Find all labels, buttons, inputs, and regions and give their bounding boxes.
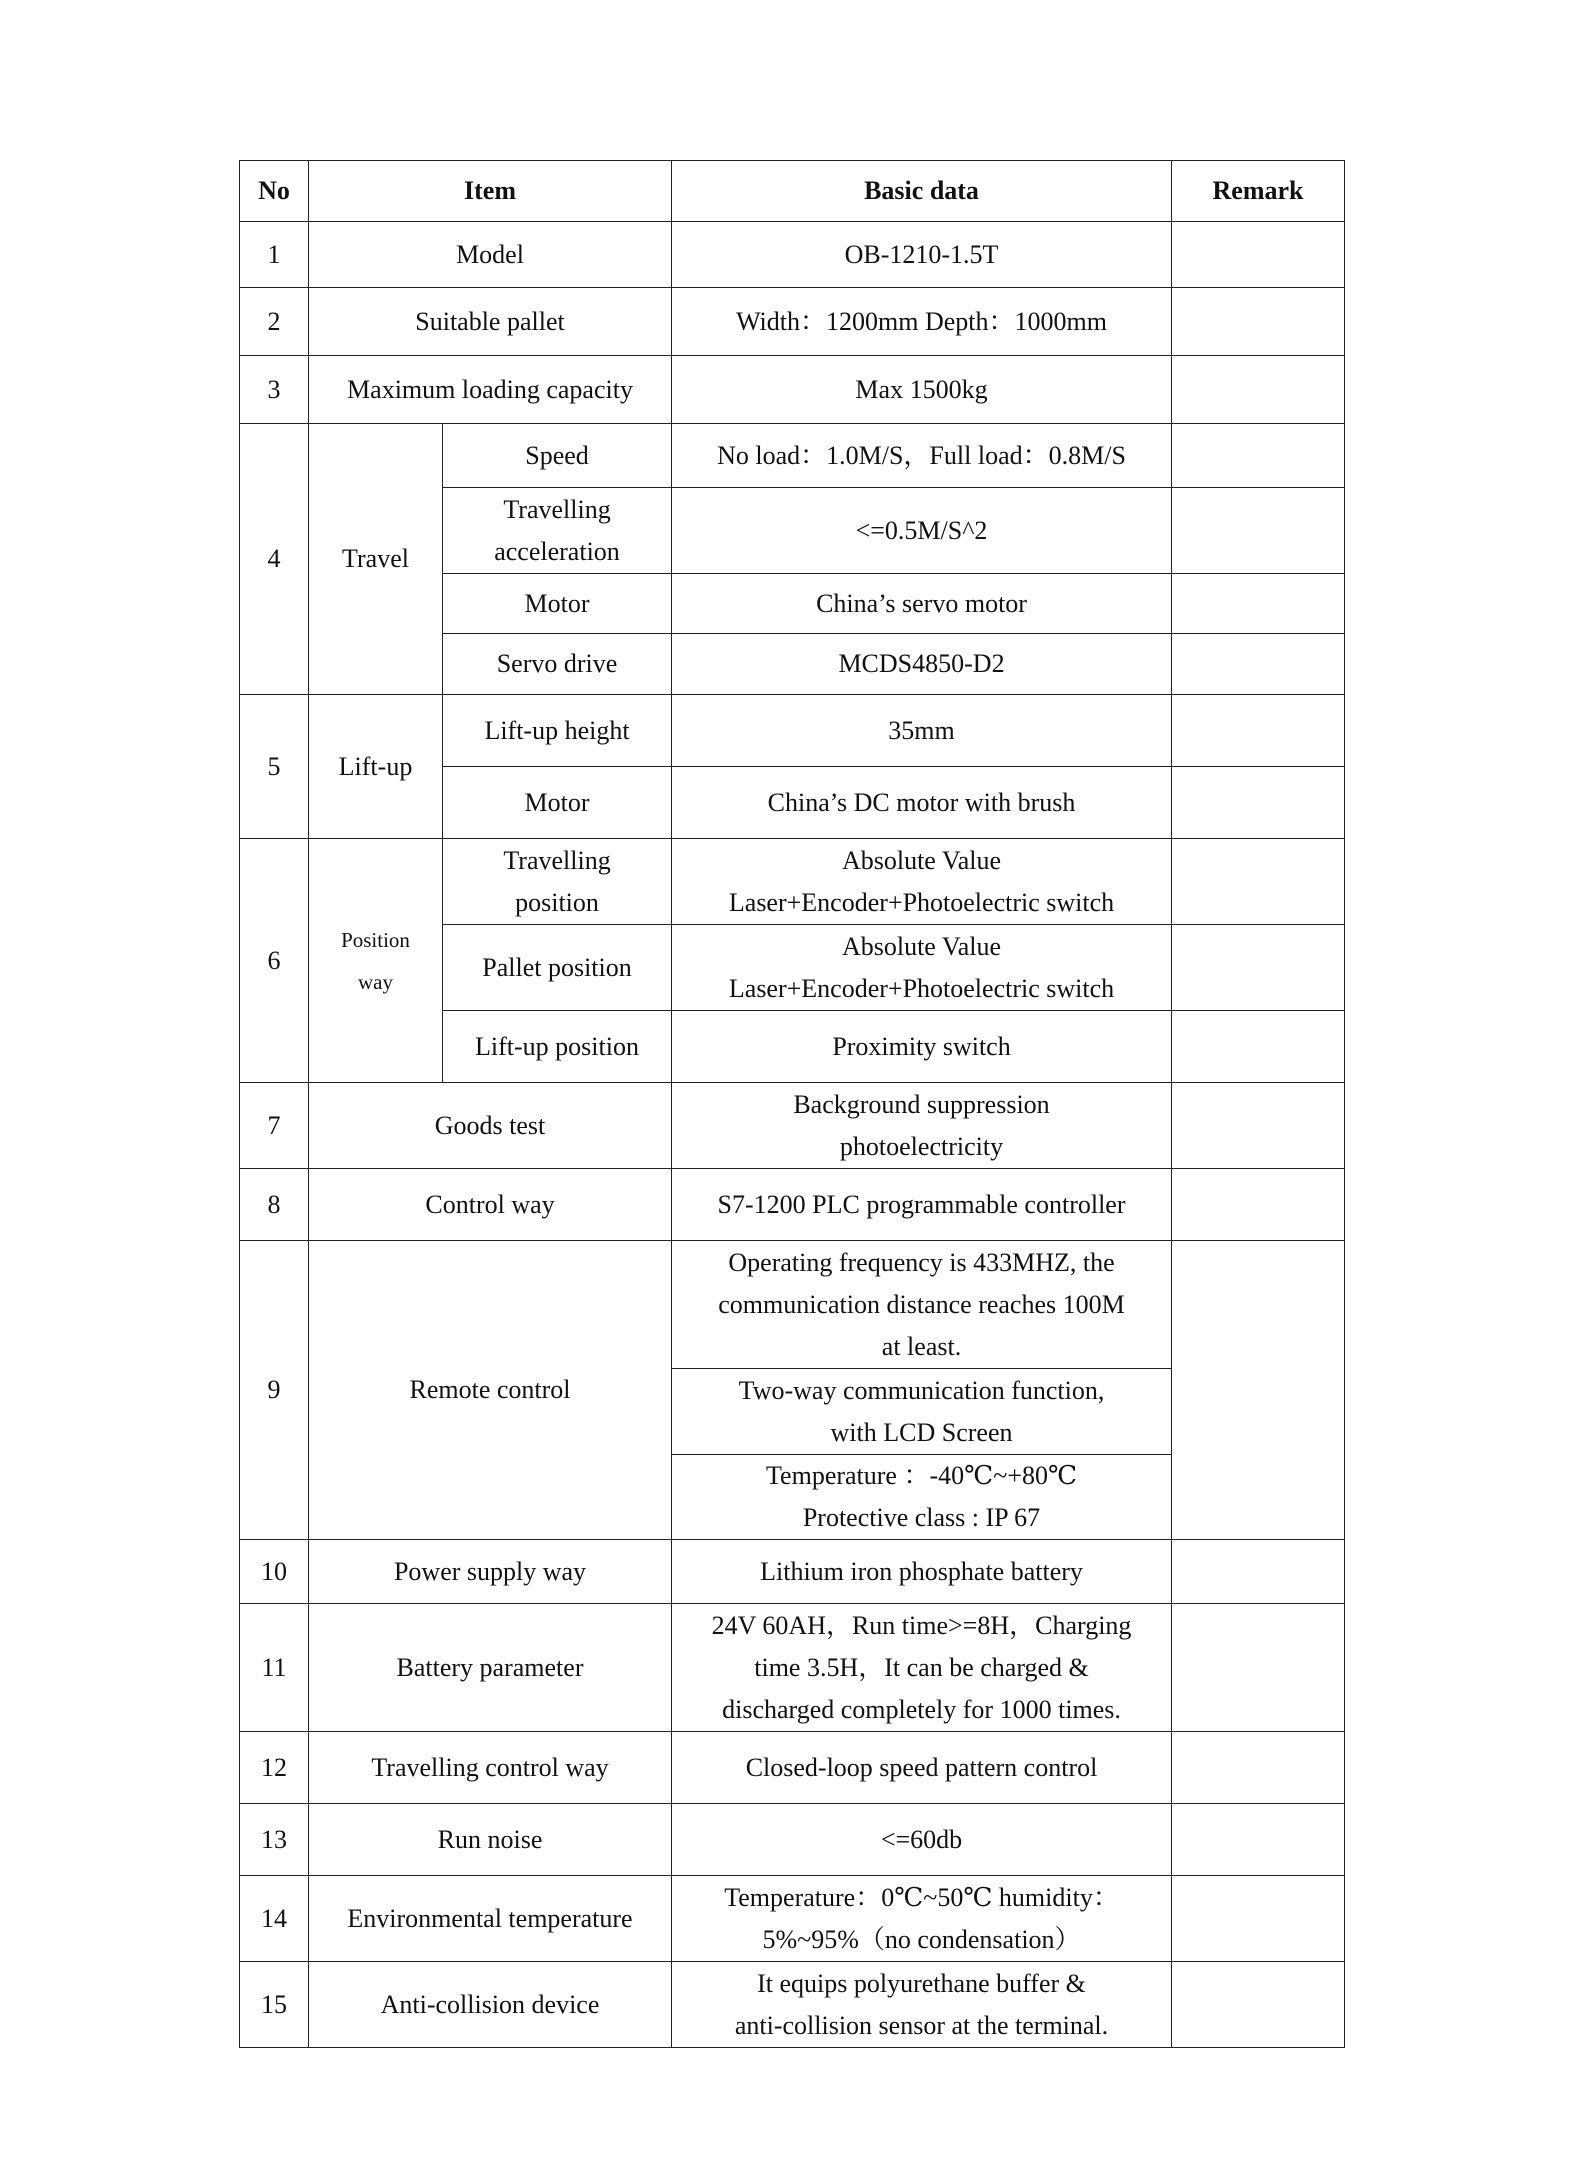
row-no: 13 — [240, 1804, 309, 1876]
row-item: Environmental temperature — [309, 1876, 672, 1962]
table-row — [240, 1241, 1345, 1369]
row-group: Travel — [309, 424, 443, 695]
row-item: Maximum loading capacity — [309, 356, 672, 424]
row-no: 15 — [240, 1962, 309, 2048]
row-value: 24V 60AH，Run time>=8H，Charging time 3.5H，It can be charged & discharged completely for 1000 times. — [672, 1604, 1172, 1732]
row-value: Temperature ：-40℃~+80℃ Protective class : IP 67 — [672, 1455, 1172, 1540]
row-subitem: Motor — [443, 767, 672, 839]
row-value: OB-1210-1.5T — [672, 222, 1172, 288]
table-row — [240, 1732, 1345, 1804]
row-subitem: Travelling acceleration — [443, 488, 672, 574]
row-value: Width：1200mm Depth：1000mm — [672, 288, 1172, 356]
row-value: MCDS4850-D2 — [672, 634, 1172, 695]
row-remark — [1172, 222, 1345, 288]
row-item: Control way — [309, 1169, 672, 1241]
row-subitem: Pallet position — [443, 925, 672, 1011]
row-remark — [1172, 1540, 1345, 1604]
row-value: 35mm — [672, 695, 1172, 767]
row-no: 2 — [240, 288, 309, 356]
row-no: 7 — [240, 1083, 309, 1169]
row-no: 5 — [240, 695, 309, 839]
row-remark — [1172, 839, 1345, 925]
row-value: Proximity switch — [672, 1011, 1172, 1083]
row-remark — [1172, 1804, 1345, 1876]
header-no: No — [240, 161, 309, 222]
table-row — [240, 695, 1345, 767]
row-value: Absolute Value Laser+Encoder+Photoelectric switch — [672, 839, 1172, 925]
table-row — [240, 1540, 1345, 1604]
table-row — [240, 839, 1345, 925]
row-value: It equips polyurethane buffer & anti-collision sensor at the terminal. — [672, 1962, 1172, 2048]
row-item: Anti-collision device — [309, 1962, 672, 2048]
row-remark — [1172, 1241, 1345, 1540]
row-remark — [1172, 288, 1345, 356]
row-subitem: Speed — [443, 424, 672, 488]
row-subitem: Motor — [443, 574, 672, 634]
row-item: Run noise — [309, 1804, 672, 1876]
row-value: Background suppression photoelectricity — [672, 1083, 1172, 1169]
row-remark — [1172, 695, 1345, 767]
table-row — [240, 356, 1345, 424]
header-basic-data: Basic data — [672, 161, 1172, 222]
row-no: 1 — [240, 222, 309, 288]
row-subitem: Servo drive — [443, 634, 672, 695]
row-item: Travelling control way — [309, 1732, 672, 1804]
row-item: Suitable pallet — [309, 288, 672, 356]
row-remark — [1172, 488, 1345, 574]
row-value: Max 1500kg — [672, 356, 1172, 424]
row-value: Lithium iron phosphate battery — [672, 1540, 1172, 1604]
row-value: Temperature：0℃~50℃ humidity： 5%~95%（no condensation） — [672, 1876, 1172, 1962]
row-value: S7-1200 PLC programmable controller — [672, 1169, 1172, 1241]
table-row — [240, 1962, 1345, 2048]
row-no: 6 — [240, 839, 309, 1083]
row-subitem: Travelling position — [443, 839, 672, 925]
table-row — [240, 1169, 1345, 1241]
row-value: No load：1.0M/S，Full load：0.8M/S — [672, 424, 1172, 488]
row-remark — [1172, 1011, 1345, 1083]
table-row — [240, 424, 1345, 488]
header-row — [240, 161, 1345, 222]
row-remark — [1172, 1732, 1345, 1804]
row-no: 3 — [240, 356, 309, 424]
row-value: China’s DC motor with brush — [672, 767, 1172, 839]
table-row — [240, 222, 1345, 288]
table-row — [240, 1604, 1345, 1732]
row-remark — [1172, 424, 1345, 488]
row-remark — [1172, 925, 1345, 1011]
row-remark — [1172, 574, 1345, 634]
row-value: <=0.5M/S^2 — [672, 488, 1172, 574]
row-remark — [1172, 1876, 1345, 1962]
row-item: Goods test — [309, 1083, 672, 1169]
row-group: Position way — [309, 839, 443, 1083]
row-item: Power supply way — [309, 1540, 672, 1604]
table-row — [240, 1876, 1345, 1962]
row-no: 8 — [240, 1169, 309, 1241]
row-item: Model — [309, 222, 672, 288]
row-item: Battery parameter — [309, 1604, 672, 1732]
row-remark — [1172, 1962, 1345, 2048]
header-remark: Remark — [1172, 161, 1345, 222]
row-remark — [1172, 356, 1345, 424]
row-no: 14 — [240, 1876, 309, 1962]
row-group: Lift-up — [309, 695, 443, 839]
row-value: <=60db — [672, 1804, 1172, 1876]
row-item: Remote control — [309, 1241, 672, 1540]
row-value: Two-way communication function, with LCD Screen — [672, 1369, 1172, 1455]
row-value: Operating frequency is 433MHZ, the communication distance reaches 100M at least. — [672, 1241, 1172, 1369]
row-value: China’s servo motor — [672, 574, 1172, 634]
row-no: 4 — [240, 424, 309, 695]
spec-table — [239, 160, 1345, 2048]
row-no: 10 — [240, 1540, 309, 1604]
row-remark — [1172, 1169, 1345, 1241]
row-value: Absolute Value Laser+Encoder+Photoelectric switch — [672, 925, 1172, 1011]
row-value: Closed-loop speed pattern control — [672, 1732, 1172, 1804]
row-no: 12 — [240, 1732, 309, 1804]
table-row — [240, 288, 1345, 356]
row-subitem: Lift-up height — [443, 695, 672, 767]
header-item: Item — [309, 161, 672, 222]
row-subitem: Lift-up position — [443, 1011, 672, 1083]
table-row — [240, 1804, 1345, 1876]
row-remark — [1172, 1604, 1345, 1732]
row-no: 9 — [240, 1241, 309, 1540]
row-remark — [1172, 634, 1345, 695]
row-remark — [1172, 1083, 1345, 1169]
row-no: 11 — [240, 1604, 309, 1732]
row-remark — [1172, 767, 1345, 839]
table-row — [240, 1083, 1345, 1169]
